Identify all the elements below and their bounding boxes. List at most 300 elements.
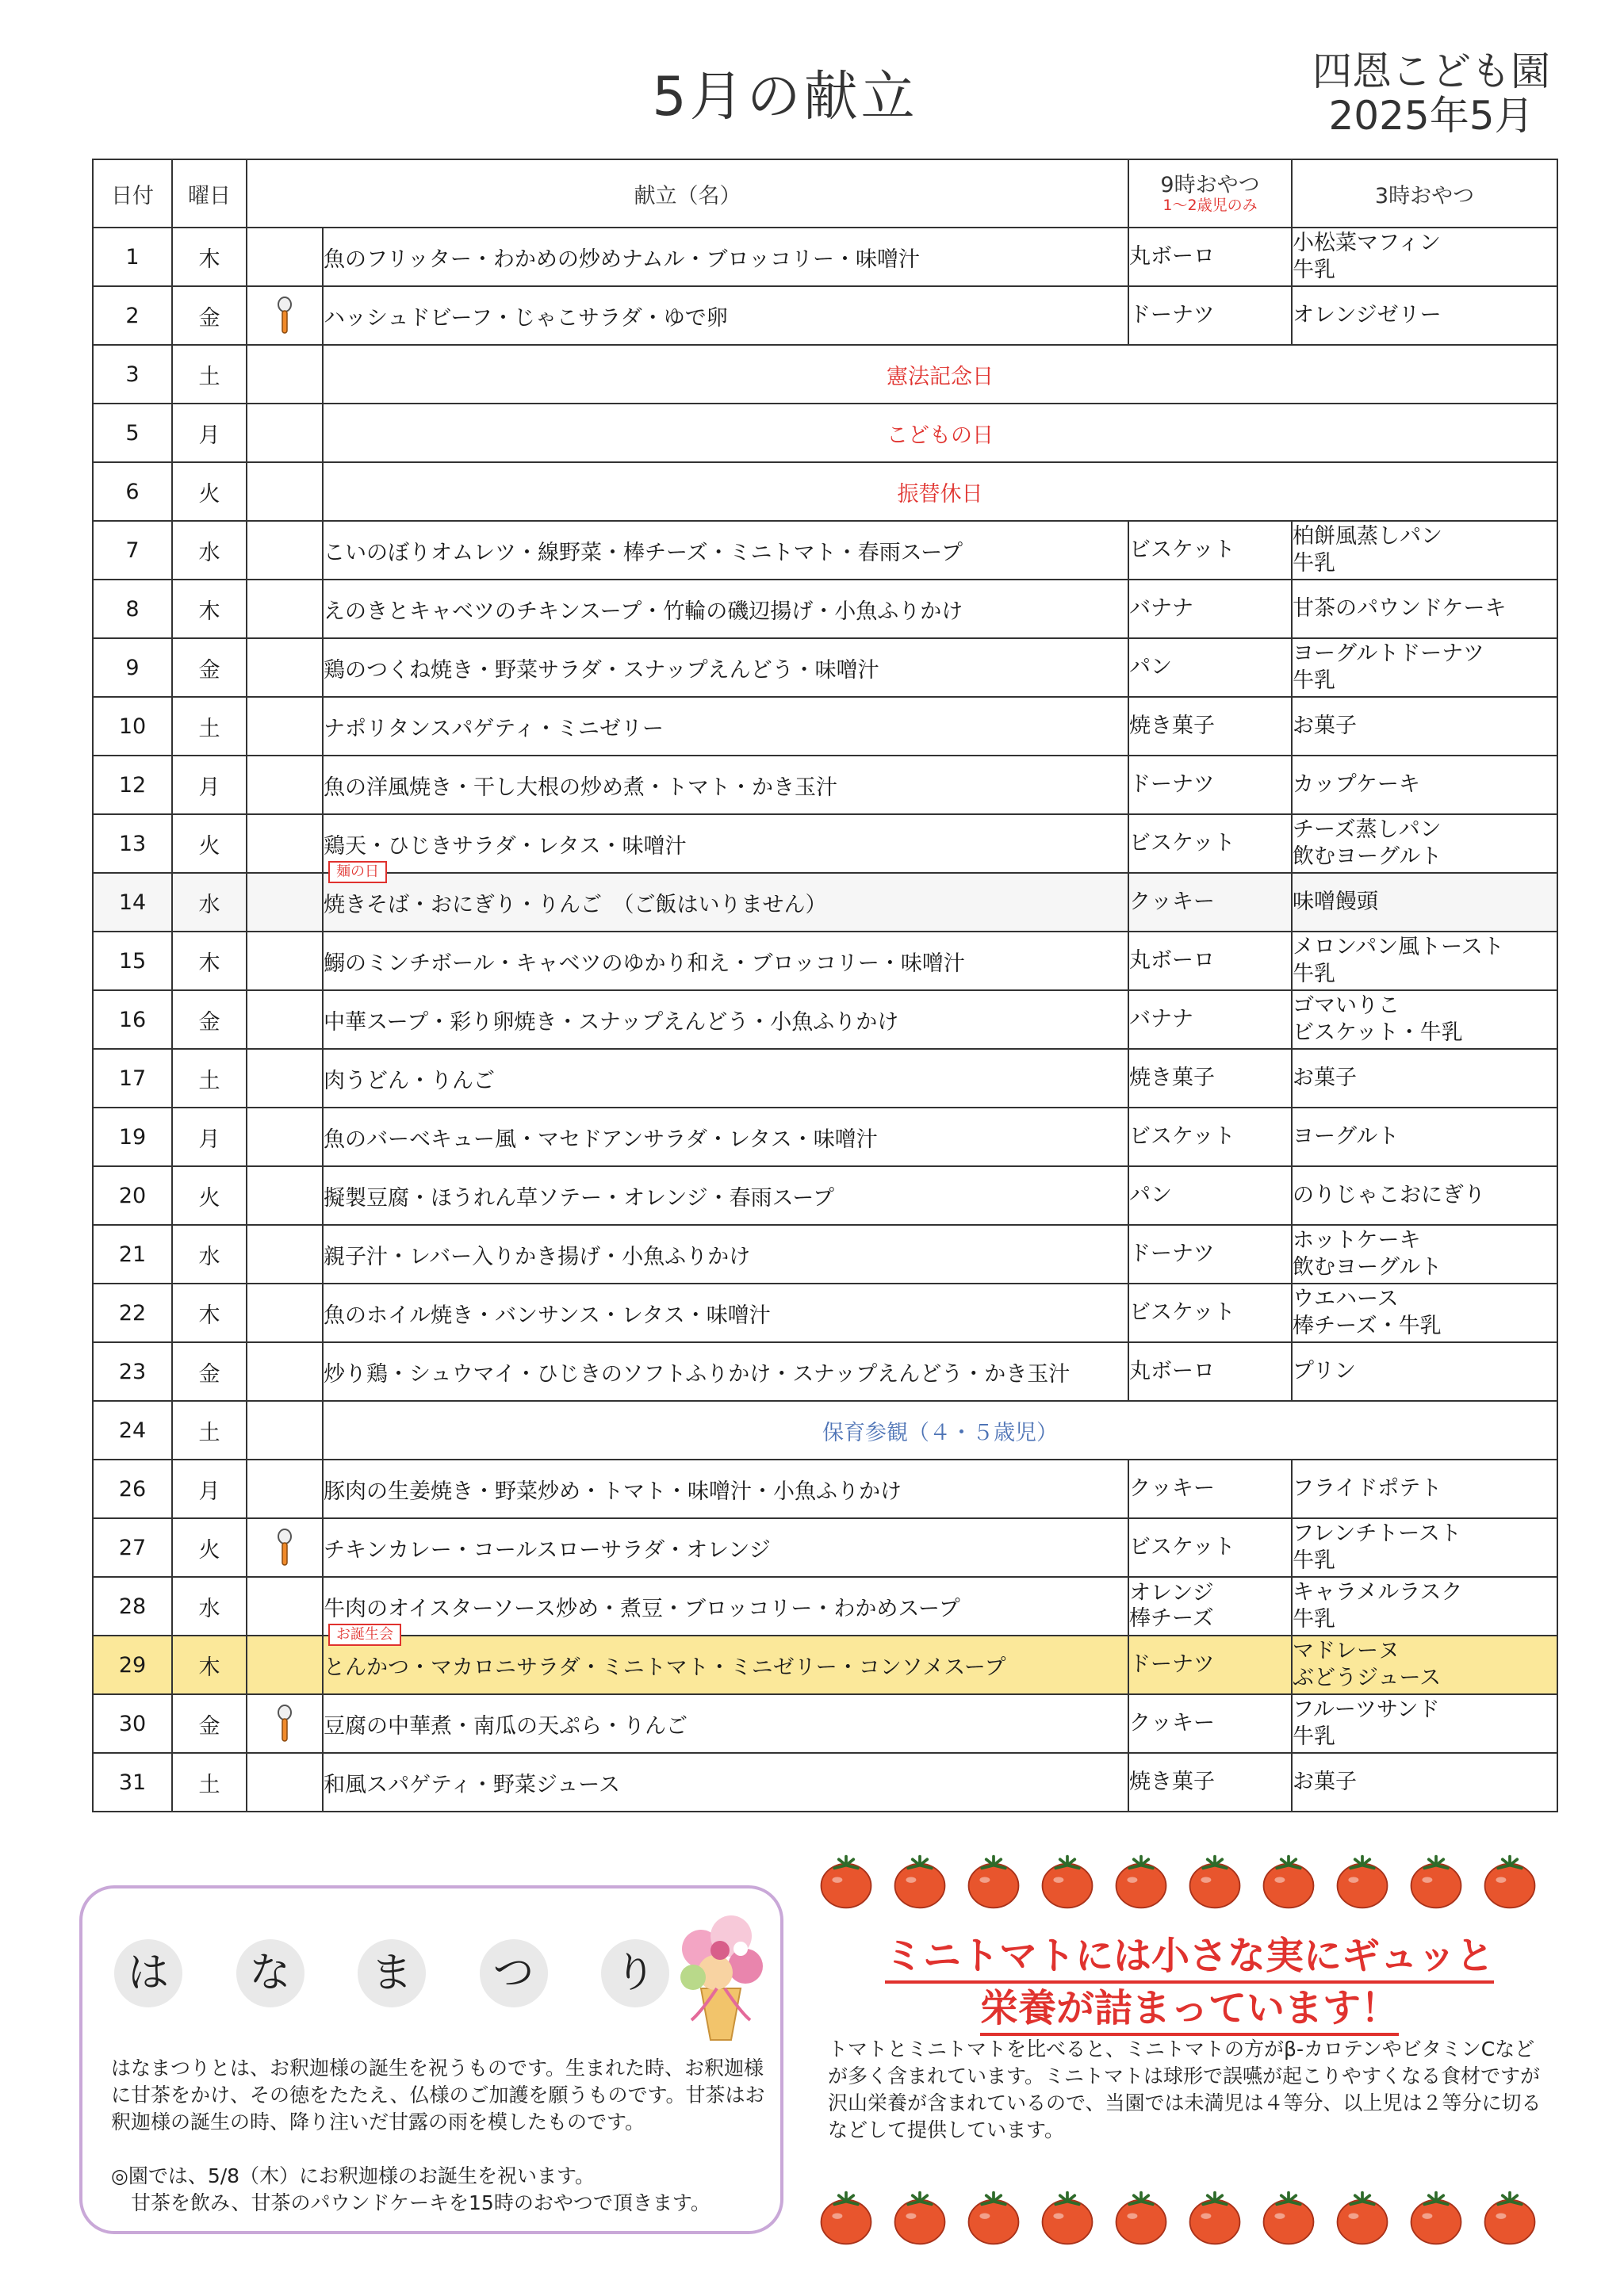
row-weekday: 土 bbox=[172, 1401, 247, 1460]
row-snack9 bbox=[1128, 990, 1292, 1049]
row-snack3-item: チーズ蒸しパン bbox=[1293, 817, 1442, 842]
row-spoon-cell bbox=[247, 1049, 323, 1108]
row-spoon-cell bbox=[247, 1284, 323, 1342]
row-menu-text: 中華スープ・彩り卵焼き・スナップえんどう・小魚ふりかけ bbox=[324, 1009, 899, 1035]
row-snack3-item: お菓子 bbox=[1293, 1066, 1357, 1090]
row-spoon-cell bbox=[247, 1577, 323, 1636]
row-spoon-cell bbox=[247, 1636, 323, 1694]
row-snack3 bbox=[1292, 697, 1557, 756]
row-day: 27 bbox=[93, 1518, 172, 1577]
table-row bbox=[93, 286, 1557, 345]
row-day: 30 bbox=[93, 1694, 172, 1753]
row-spoon-cell bbox=[247, 1460, 323, 1518]
row-weekday: 月 bbox=[172, 756, 247, 814]
row-snack3-item: フレンチトースト bbox=[1293, 1521, 1461, 1546]
row-snack9 bbox=[1128, 873, 1292, 932]
row-weekday: 木 bbox=[172, 580, 247, 638]
row-day: 12 bbox=[93, 756, 172, 814]
row-snack9 bbox=[1128, 228, 1292, 286]
tomato-icon bbox=[964, 1852, 1023, 1911]
row-menu bbox=[323, 638, 1128, 697]
row-day: 9 bbox=[93, 638, 172, 697]
row-day: 3 bbox=[93, 345, 172, 404]
row-day: 7 bbox=[93, 521, 172, 580]
row-menu-text: 豆腐の中華煮・南瓜の天ぷら・りんご bbox=[324, 1713, 688, 1739]
row-snack3 bbox=[1292, 756, 1557, 814]
row-day: 6 bbox=[93, 462, 172, 521]
row-snack9 bbox=[1128, 286, 1292, 345]
row-tag: 麺の日 bbox=[328, 861, 387, 883]
row-event: 保育参観（４・５歳児） bbox=[323, 1401, 1557, 1460]
spoon-icon bbox=[275, 1529, 294, 1567]
table-row bbox=[93, 1284, 1557, 1342]
row-snack9-item: ビスケット bbox=[1129, 1300, 1235, 1325]
row-snack3 bbox=[1292, 638, 1557, 697]
row-day: 8 bbox=[93, 580, 172, 638]
row-snack9 bbox=[1128, 638, 1292, 697]
row-weekday: 土 bbox=[172, 1753, 247, 1812]
row-snack3 bbox=[1292, 1577, 1557, 1636]
table-row bbox=[93, 1753, 1557, 1812]
table-row bbox=[93, 1401, 1557, 1460]
row-snack9-item: ドーナツ bbox=[1129, 772, 1215, 797]
row-snack3 bbox=[1292, 1166, 1557, 1225]
row-menu-text: 牛肉のオイスターソース炒め・煮豆・ブロッコリー・わかめスープ bbox=[324, 1596, 960, 1621]
hanamatsuri-note-line: ◎園では、5/8（木）にお釈迦様のお誕生を祝います。 bbox=[111, 2164, 596, 2187]
hanamatsuri-title-char: り bbox=[601, 1939, 669, 2007]
row-spoon-cell bbox=[247, 697, 323, 756]
tomato-title bbox=[825, 1931, 1554, 2036]
tomato-icon bbox=[1038, 1852, 1097, 1911]
table-row bbox=[93, 1460, 1557, 1518]
table-row bbox=[93, 1166, 1557, 1225]
row-spoon-cell bbox=[247, 1342, 323, 1401]
row-day: 19 bbox=[93, 1108, 172, 1166]
row-menu-text: 擬製豆腐・ほうれん草ソテー・オレンジ・春雨スープ bbox=[324, 1185, 834, 1211]
school-info bbox=[1300, 49, 1562, 138]
tomato-icon bbox=[1112, 1852, 1170, 1911]
row-snack3-item: メロンパン風トースト bbox=[1293, 935, 1504, 959]
row-snack3 bbox=[1292, 1518, 1557, 1577]
row-snack9-item: 焼き菓子 bbox=[1129, 1066, 1215, 1090]
row-snack9-item: パン bbox=[1129, 655, 1172, 679]
row-snack3 bbox=[1292, 1049, 1557, 1108]
header-snack9 bbox=[1128, 159, 1292, 228]
row-spoon-cell bbox=[247, 345, 323, 404]
row-snack3 bbox=[1292, 1636, 1557, 1694]
table-row bbox=[93, 1049, 1557, 1108]
row-snack9-item: バナナ bbox=[1129, 596, 1193, 621]
row-snack3 bbox=[1292, 1225, 1557, 1284]
tomato-icon bbox=[1480, 2188, 1539, 2247]
row-snack9 bbox=[1128, 1108, 1292, 1166]
row-weekday: 火 bbox=[172, 462, 247, 521]
row-snack9 bbox=[1128, 814, 1292, 873]
row-spoon-cell bbox=[247, 1225, 323, 1284]
header-weekday: 曜日 bbox=[172, 159, 247, 228]
row-menu-text: こいのぼりオムレツ・線野菜・棒チーズ・ミニトマト・春雨スープ bbox=[324, 540, 963, 565]
row-menu-text: 魚のバーベキュー風・マセドアンサラダ・レタス・味噌汁 bbox=[324, 1127, 878, 1152]
row-snack9 bbox=[1128, 1636, 1292, 1694]
spoon-icon bbox=[275, 1705, 294, 1743]
tomato-icon bbox=[1333, 2188, 1392, 2247]
row-spoon-cell bbox=[247, 873, 323, 932]
row-menu-text: 豚肉の生姜焼き・野菜炒め・トマト・味噌汁・小魚ふりかけ bbox=[324, 1479, 902, 1504]
row-menu bbox=[323, 1518, 1128, 1577]
row-snack9-item: クッキー bbox=[1129, 1476, 1215, 1501]
row-weekday: 水 bbox=[172, 1225, 247, 1284]
row-spoon-cell bbox=[247, 286, 323, 345]
row-spoon-cell bbox=[247, 462, 323, 521]
row-menu bbox=[323, 1225, 1128, 1284]
row-menu-text: 和風スパゲティ・野菜ジュース bbox=[324, 1772, 620, 1797]
row-spoon-cell bbox=[247, 1401, 323, 1460]
row-snack3-item: のりじゃこおにぎり bbox=[1293, 1183, 1485, 1207]
row-snack9-item: 焼き菓子 bbox=[1129, 1770, 1215, 1794]
row-snack3-item: 牛乳 bbox=[1293, 551, 1335, 576]
row-day: 10 bbox=[93, 697, 172, 756]
table-row bbox=[93, 404, 1557, 462]
row-snack9 bbox=[1128, 1342, 1292, 1401]
row-holiday: 憲法記念日 bbox=[323, 345, 1557, 404]
row-weekday: 金 bbox=[172, 1694, 247, 1753]
row-spoon-cell bbox=[247, 1108, 323, 1166]
row-snack3-item: お菓子 bbox=[1293, 714, 1357, 738]
tomato-title-line1: ミニトマトには小さな実にギュッと bbox=[885, 1931, 1494, 1984]
header-date: 日付 bbox=[93, 159, 172, 228]
row-snack9-item: ビスケット bbox=[1129, 831, 1235, 855]
row-spoon-cell bbox=[247, 580, 323, 638]
table-row bbox=[93, 814, 1557, 873]
tomato-icon bbox=[1259, 2188, 1318, 2247]
row-menu bbox=[323, 1460, 1128, 1518]
tomato-text: トマトとミニトマトを比べると、ミニトマトの方がβ-カロテンやビタミンCなどが多く含まれています。ミニトマトは球形で誤嚥が起こりやすくなる食材ですが沢山栄養が含まれているので、当園では未満児は４等分、以上児は２等分に切るなどして提供しています。 bbox=[828, 2038, 1542, 2141]
row-weekday: 土 bbox=[172, 345, 247, 404]
row-menu-text: とんかつ・マカロニサラダ・ミニトマト・ミニゼリー・コンソメスープ bbox=[324, 1655, 1006, 1680]
header-snack3: 3時おやつ bbox=[1292, 159, 1557, 228]
row-day: 29 bbox=[93, 1636, 172, 1694]
row-weekday: 金 bbox=[172, 1342, 247, 1401]
row-snack9-item: バナナ bbox=[1129, 1007, 1193, 1031]
row-menu bbox=[323, 1694, 1128, 1753]
row-weekday: 木 bbox=[172, 1284, 247, 1342]
row-snack3 bbox=[1292, 1460, 1557, 1518]
tomato-icon bbox=[1112, 2188, 1170, 2247]
table-row bbox=[93, 638, 1557, 697]
table-row bbox=[93, 228, 1557, 286]
row-snack3-item: キャラメルラスク bbox=[1293, 1580, 1463, 1605]
table-row bbox=[93, 1636, 1557, 1694]
row-snack9 bbox=[1128, 1049, 1292, 1108]
row-snack3-item: 牛乳 bbox=[1293, 1548, 1335, 1573]
row-spoon-cell bbox=[247, 521, 323, 580]
tomato-icon bbox=[1259, 1852, 1318, 1911]
row-spoon-cell bbox=[247, 1166, 323, 1225]
tomato-icon bbox=[1185, 1852, 1244, 1911]
table-row bbox=[93, 873, 1557, 932]
row-snack3-item: 牛乳 bbox=[1293, 258, 1335, 282]
row-day: 21 bbox=[93, 1225, 172, 1284]
row-day: 23 bbox=[93, 1342, 172, 1401]
row-snack3 bbox=[1292, 1284, 1557, 1342]
header-snack9-note: 1〜2歳児のみ bbox=[1162, 197, 1258, 214]
row-snack9-item: クッキー bbox=[1129, 1711, 1215, 1735]
row-spoon-cell bbox=[247, 404, 323, 462]
row-weekday: 木 bbox=[172, 932, 247, 990]
row-tag: お誕生会 bbox=[328, 1624, 401, 1646]
row-snack3-item: ゴマいりこ bbox=[1293, 993, 1400, 1018]
row-spoon-cell bbox=[247, 1518, 323, 1577]
table-row bbox=[93, 1577, 1557, 1636]
row-menu-text: 炒り鶏・シュウマイ・ひじきのソフトふりかけ・スナップえんどう・かき玉汁 bbox=[324, 1361, 1071, 1387]
row-holiday: こどもの日 bbox=[323, 404, 1557, 462]
header-snack9-label: 9時おやつ bbox=[1160, 173, 1260, 197]
tomato-icon bbox=[1407, 1852, 1465, 1911]
row-menu bbox=[323, 1753, 1128, 1812]
tomato-icon bbox=[817, 1852, 875, 1911]
row-menu bbox=[323, 286, 1128, 345]
row-menu bbox=[323, 863, 1128, 932]
table-row bbox=[93, 697, 1557, 756]
row-snack9 bbox=[1128, 1460, 1292, 1518]
row-weekday: 水 bbox=[172, 1577, 247, 1636]
bouquet-icon bbox=[669, 1901, 772, 2044]
tomato-icon bbox=[891, 2188, 949, 2247]
row-snack3-item: 牛乳 bbox=[1293, 1607, 1335, 1632]
row-menu-text: ナポリタンスパゲティ・ミニゼリー bbox=[324, 716, 665, 741]
row-snack3 bbox=[1292, 873, 1557, 932]
menu-table bbox=[92, 159, 1558, 1812]
row-day: 1 bbox=[93, 228, 172, 286]
row-menu-text: 肉うどん・りんご bbox=[324, 1068, 495, 1093]
row-day: 15 bbox=[93, 932, 172, 990]
row-snack3-item: マドレーヌ bbox=[1293, 1639, 1400, 1663]
row-snack3-item: ホットケーキ bbox=[1293, 1228, 1421, 1253]
row-snack3 bbox=[1292, 228, 1557, 286]
row-snack9 bbox=[1128, 756, 1292, 814]
row-snack9-item: オレンジ bbox=[1129, 1581, 1214, 1605]
spoon-icon bbox=[275, 297, 294, 335]
table-row bbox=[93, 990, 1557, 1049]
row-snack3-item: ウエハース bbox=[1293, 1287, 1399, 1311]
tomato-row-top bbox=[817, 1852, 1562, 1915]
row-weekday: 木 bbox=[172, 228, 247, 286]
row-snack3 bbox=[1292, 521, 1557, 580]
row-snack9-item: 焼き菓子 bbox=[1129, 714, 1215, 738]
row-snack3-item: 飲むヨーグルト bbox=[1293, 1255, 1442, 1280]
table-row bbox=[93, 521, 1557, 580]
tomato-icon bbox=[891, 1852, 949, 1911]
row-menu bbox=[323, 1049, 1128, 1108]
tomato-icon bbox=[1038, 2188, 1097, 2247]
row-snack9 bbox=[1128, 580, 1292, 638]
tomato-icon bbox=[1185, 2188, 1244, 2247]
row-weekday: 月 bbox=[172, 1460, 247, 1518]
tomato-icon bbox=[1407, 2188, 1465, 2247]
table-row bbox=[93, 1694, 1557, 1753]
tomato-icon bbox=[817, 2188, 875, 2247]
row-menu bbox=[323, 697, 1128, 756]
row-snack9-item: ドーナツ bbox=[1129, 303, 1215, 327]
table-row bbox=[93, 1342, 1557, 1401]
row-menu bbox=[323, 580, 1128, 638]
row-menu bbox=[323, 1342, 1128, 1401]
row-snack9-item: 丸ボーロ bbox=[1129, 1359, 1215, 1383]
row-menu-text: えのきとキャベツのチキンスープ・竹輪の磯辺揚げ・小魚ふりかけ bbox=[324, 599, 963, 624]
table-row bbox=[93, 932, 1557, 990]
row-menu-text: 鶏のつくね焼き・野菜サラダ・スナップえんどう・味噌汁 bbox=[324, 657, 879, 683]
row-snack3-item: フライドポテト bbox=[1293, 1476, 1442, 1501]
row-snack3 bbox=[1292, 1108, 1557, 1166]
table-row bbox=[93, 1108, 1557, 1166]
row-day: 22 bbox=[93, 1284, 172, 1342]
row-menu bbox=[323, 228, 1128, 286]
row-snack3 bbox=[1292, 1694, 1557, 1753]
row-snack9-item: クッキー bbox=[1129, 890, 1215, 914]
row-snack3-item: カップケーキ bbox=[1293, 772, 1420, 797]
row-snack3-item: 牛乳 bbox=[1293, 1724, 1335, 1749]
table-row bbox=[93, 1518, 1557, 1577]
row-weekday: 火 bbox=[172, 1166, 247, 1225]
row-snack9-item: 丸ボーロ bbox=[1129, 244, 1215, 269]
row-spoon-cell bbox=[247, 756, 323, 814]
row-weekday: 水 bbox=[172, 521, 247, 580]
row-snack3-item: ヨーグルトドーナツ bbox=[1293, 641, 1484, 666]
row-day: 24 bbox=[93, 1401, 172, 1460]
row-weekday: 土 bbox=[172, 1049, 247, 1108]
row-snack3-item: ビスケット・牛乳 bbox=[1293, 1020, 1463, 1045]
hanamatsuri-note-line: 甘茶を飲み、甘茶のパウンドケーキを15時のおやつで頂きます。 bbox=[111, 2191, 710, 2214]
row-menu-text: 親子汁・レバー入りかき揚げ・小魚ふりかけ bbox=[324, 1244, 751, 1269]
row-menu-text: 魚のフリッター・わかめの炒めナムル・ブロッコリー・味噌汁 bbox=[324, 247, 920, 272]
hanamatsuri-title-char: つ bbox=[480, 1939, 548, 2007]
row-snack3-item: 甘茶のパウンドケーキ bbox=[1293, 596, 1507, 621]
row-snack3-item: 小松菜マフィン bbox=[1293, 231, 1441, 255]
row-snack3-item: プリン bbox=[1293, 1359, 1356, 1383]
row-snack3 bbox=[1292, 814, 1557, 873]
row-day: 2 bbox=[93, 286, 172, 345]
row-day: 5 bbox=[93, 404, 172, 462]
row-menu-text: 魚のホイル焼き・バンサンス・レタス・味噌汁 bbox=[324, 1303, 771, 1328]
row-spoon-cell bbox=[247, 228, 323, 286]
row-day: 14 bbox=[93, 873, 172, 932]
row-weekday: 水 bbox=[172, 873, 247, 932]
row-spoon-cell bbox=[247, 990, 323, 1049]
row-spoon-cell bbox=[247, 638, 323, 697]
header-menu: 献立（名） bbox=[247, 159, 1128, 228]
row-snack9 bbox=[1128, 1284, 1292, 1342]
tomato-icon bbox=[1480, 1852, 1539, 1911]
menu-table-body bbox=[93, 228, 1557, 1812]
tomato-icon bbox=[1333, 1852, 1392, 1911]
row-snack3-item: 味噌饅頭 bbox=[1293, 890, 1378, 914]
row-weekday: 火 bbox=[172, 1518, 247, 1577]
row-menu bbox=[323, 990, 1128, 1049]
row-snack9-item: ビスケット bbox=[1129, 538, 1235, 562]
row-day: 26 bbox=[93, 1460, 172, 1518]
row-menu bbox=[323, 1108, 1128, 1166]
row-snack9-item: パン bbox=[1129, 1183, 1172, 1207]
table-header-row bbox=[93, 159, 1557, 228]
table-row bbox=[93, 462, 1557, 521]
row-snack9 bbox=[1128, 697, 1292, 756]
row-day: 31 bbox=[93, 1753, 172, 1812]
row-menu-text: ハッシュドビーフ・じゃこサラダ・ゆで卵 bbox=[324, 305, 728, 331]
school-name: 四恩こども園 bbox=[1312, 48, 1550, 94]
row-menu bbox=[323, 1284, 1128, 1342]
row-day: 17 bbox=[93, 1049, 172, 1108]
row-menu-text: 焼きそば・おにぎり・りんご （ご飯はいりません） bbox=[324, 892, 827, 917]
row-snack9 bbox=[1128, 521, 1292, 580]
row-snack9-item: 丸ボーロ bbox=[1129, 948, 1215, 973]
row-snack3-item: お菓子 bbox=[1293, 1770, 1357, 1794]
row-snack3-item: ヨーグルト bbox=[1293, 1124, 1400, 1149]
row-snack3 bbox=[1292, 1753, 1557, 1812]
row-menu bbox=[323, 521, 1128, 580]
row-snack9-item: 棒チーズ bbox=[1129, 1606, 1214, 1631]
row-snack3-item: 柏餅風蒸しパン bbox=[1293, 524, 1442, 549]
row-weekday: 火 bbox=[172, 814, 247, 873]
row-snack9-item: ビスケット bbox=[1129, 1124, 1235, 1149]
row-snack9 bbox=[1128, 1694, 1292, 1753]
row-weekday: 木 bbox=[172, 1636, 247, 1694]
row-holiday: 振替休日 bbox=[323, 462, 1557, 521]
row-weekday: 月 bbox=[172, 1108, 247, 1166]
row-weekday: 土 bbox=[172, 697, 247, 756]
school-date: 2025年5月 bbox=[1328, 93, 1534, 139]
hanamatsuri-box bbox=[79, 1885, 783, 2234]
row-menu bbox=[323, 1626, 1128, 1694]
row-snack3-item: 棒チーズ・牛乳 bbox=[1293, 1314, 1442, 1338]
hanamatsuri-title-char: な bbox=[236, 1939, 304, 2007]
row-snack3 bbox=[1292, 286, 1557, 345]
row-day: 28 bbox=[93, 1577, 172, 1636]
row-snack3 bbox=[1292, 580, 1557, 638]
hanamatsuri-title-char: ま bbox=[358, 1939, 426, 2007]
row-menu-text: 鶏天・ひじきサラダ・レタス・味噌汁 bbox=[324, 833, 687, 859]
row-day: 20 bbox=[93, 1166, 172, 1225]
row-spoon-cell bbox=[247, 1694, 323, 1753]
row-snack9 bbox=[1128, 1753, 1292, 1812]
row-menu bbox=[323, 756, 1128, 814]
row-snack9 bbox=[1128, 1518, 1292, 1577]
row-spoon-cell bbox=[247, 932, 323, 990]
hanamatsuri-note bbox=[111, 2163, 777, 2217]
row-snack9 bbox=[1128, 1225, 1292, 1284]
page-title: 5月の献立 bbox=[652, 66, 918, 128]
table-row bbox=[93, 345, 1557, 404]
row-spoon-cell bbox=[247, 1753, 323, 1812]
row-snack9 bbox=[1128, 1577, 1292, 1636]
row-snack3 bbox=[1292, 1342, 1557, 1401]
row-weekday: 月 bbox=[172, 404, 247, 462]
table-row bbox=[93, 580, 1557, 638]
row-day: 16 bbox=[93, 990, 172, 1049]
hanamatsuri-title bbox=[114, 1939, 669, 2007]
row-weekday: 金 bbox=[172, 638, 247, 697]
tomato-icon bbox=[964, 2188, 1023, 2247]
row-weekday: 金 bbox=[172, 286, 247, 345]
row-spoon-cell bbox=[247, 814, 323, 873]
hanamatsuri-title-char: は bbox=[114, 1939, 182, 2007]
row-snack3 bbox=[1292, 932, 1557, 990]
table-row bbox=[93, 1225, 1557, 1284]
row-snack3-item: ぶどうジュース bbox=[1293, 1666, 1442, 1690]
table-row bbox=[93, 756, 1557, 814]
tomato-row-bottom bbox=[817, 2188, 1562, 2252]
row-snack9 bbox=[1128, 1166, 1292, 1225]
row-snack9 bbox=[1128, 932, 1292, 990]
